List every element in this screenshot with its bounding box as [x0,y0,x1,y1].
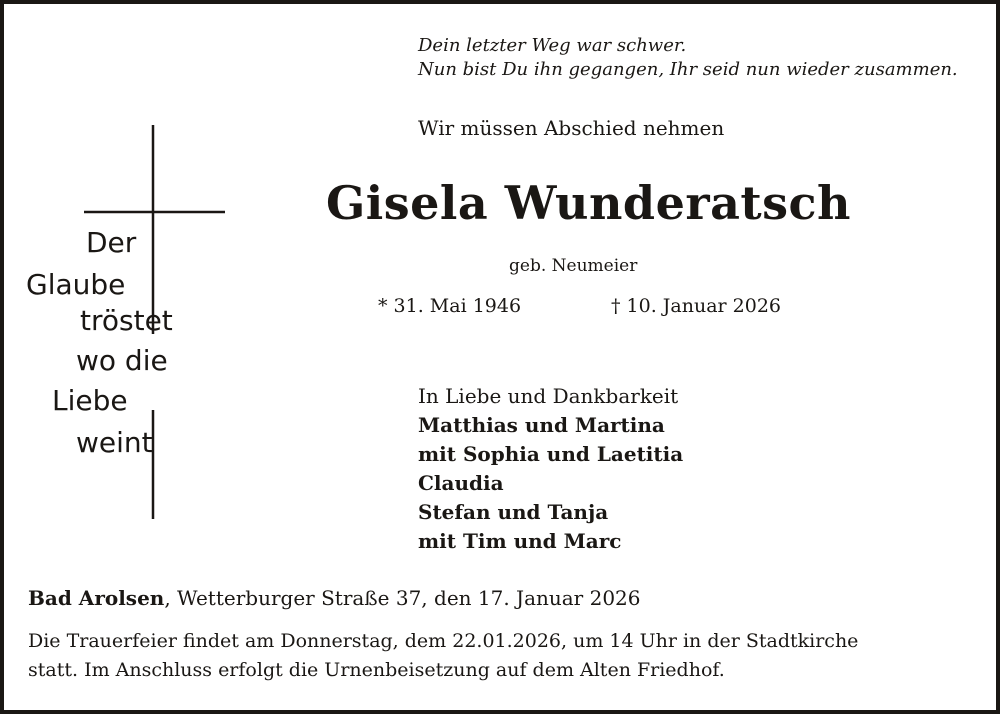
death-date: † 10. Januar 2026 [611,295,782,317]
mourner-entry: Claudia [418,471,504,495]
mourner-entry: mit Sophia und Laetitia [418,442,684,466]
mourners-list [418,382,683,556]
place-city: Bad Arolsen [28,586,165,610]
mourner-entry: Stefan und Tanja [418,500,609,524]
poem-line-1: Dein letzter Weg war schwer. [418,35,687,56]
place-date-line [28,586,641,610]
emblem-line-5: Liebe [52,384,128,417]
emblem-line-4: wo die [76,344,168,377]
deceased-name: Gisela Wunderatsch [326,176,851,230]
mourner-entry: mit Tim und Marc [418,529,622,553]
funeral-notice-line-1: Die Trauerfeier findet am Donnerstag, dem 22.01.2026, um 14 Uhr in der Stadtkirche [28,630,859,652]
emblem-line-6: weint [76,426,153,459]
emblem-line-1: Der [86,226,137,259]
maiden-name: geb. Neumeier [509,256,638,276]
lead-in-text: Wir müssen Abschied nehmen [418,116,725,140]
mourner-entry: Matthias und Martina [418,413,665,437]
place-address-date: , Wetterburger Straße 37, den 17. Januar 2026 [164,586,641,610]
mourners-intro: In Liebe und Dankbarkeit [418,384,679,408]
poem-line-2: Nun bist Du ihn gegangen, Ihr seid nun wieder zusammen. [418,59,958,80]
funeral-notice-line-2: statt. Im Anschluss erfolgt die Urnenbeisetzung auf dem Alten Friedhof. [28,659,725,681]
emblem-line-2: Glaube [26,268,126,301]
cross-emblem [20,122,230,522]
emblem-line-3: tröstet [80,304,173,337]
birth-date: * 31. Mai 1946 [378,295,522,317]
